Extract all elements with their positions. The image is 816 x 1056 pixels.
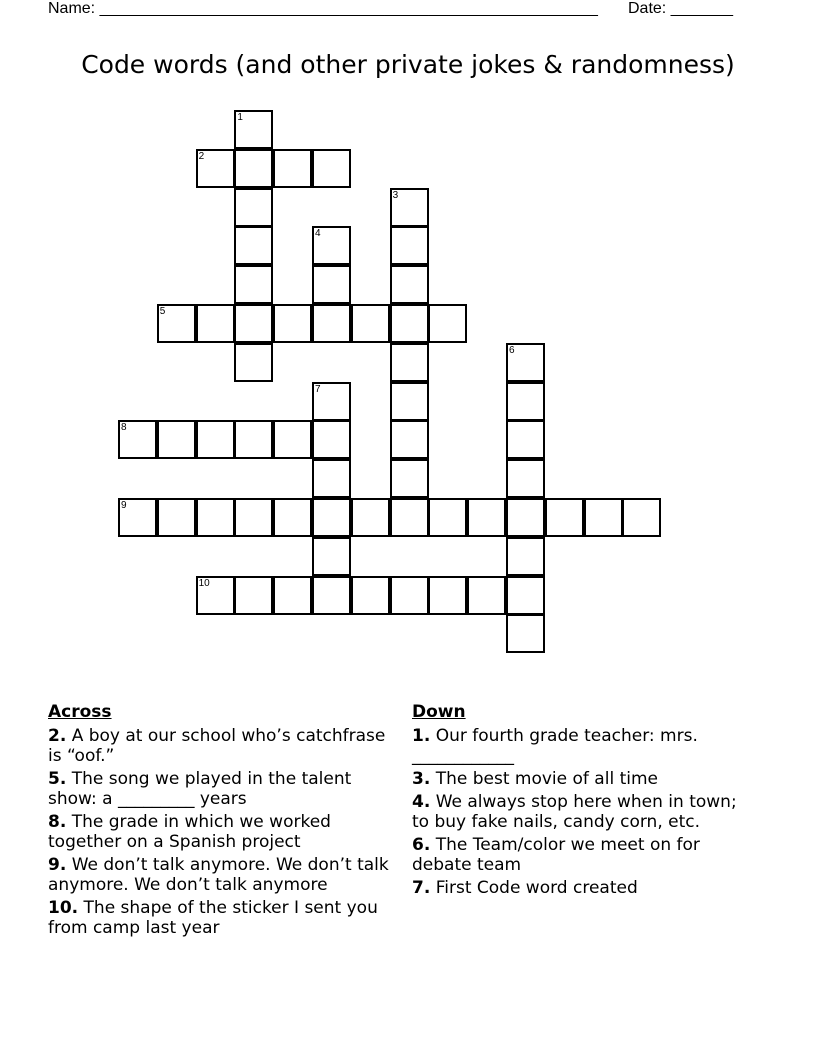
grid-cell[interactable] [234,188,273,227]
grid-cell[interactable] [390,265,429,304]
down-clues [412,702,757,901]
cell-number: 9 [121,500,127,511]
grid-cell[interactable] [390,343,429,382]
clue-text: The shape of the sticker I sent you from camp last year [48,898,378,938]
grid-cell[interactable] [312,265,351,304]
clue-text: We always stop here when in town; to buy fake nails, candy corn, etc. [412,792,737,832]
grid-cell[interactable] [622,498,661,537]
grid-cell[interactable] [273,498,312,537]
grid-cell[interactable] [118,420,157,459]
grid-cell[interactable] [234,420,273,459]
name-field[interactable]: Name: ________________________________________________________ [48,0,598,17]
cell-number: 6 [509,344,515,356]
cell-number: 1 [237,112,243,123]
grid-cell[interactable] [234,265,273,304]
clue-across-2 [48,726,398,766]
grid-cell[interactable] [273,420,312,459]
grid-cell[interactable] [157,498,196,537]
grid-cell[interactable] [506,498,545,537]
clue-across-9 [48,855,398,895]
grid-cell[interactable] [234,149,273,188]
clue-text: The grade in which we worked together on a Spanish project [48,812,331,852]
grid-cell[interactable] [390,498,429,537]
grid-cell[interactable] [312,226,351,265]
grid-cell[interactable] [196,304,235,343]
grid-cell[interactable] [312,420,351,459]
grid-cell[interactable] [196,149,235,188]
grid-cell[interactable] [312,537,351,576]
grid-cell[interactable] [118,498,157,537]
grid-cell[interactable] [351,498,390,537]
grid-cell[interactable] [390,576,429,615]
worksheet-header [48,0,748,22]
grid-cell[interactable] [234,226,273,265]
grid-cell[interactable] [351,304,390,343]
date-field[interactable]: Date: _______ [628,0,733,17]
clue-number: 7. [412,878,431,898]
grid-cell[interactable] [312,382,351,421]
grid-cell[interactable] [196,498,235,537]
grid-cell[interactable] [351,576,390,615]
grid-cell[interactable] [234,304,273,343]
grid-cell[interactable] [506,343,545,382]
crossword-grid [118,110,663,655]
clue-text: The Team/color we meet on for debate team [412,835,700,875]
cell-number: 5 [159,306,166,317]
clue-across-5 [48,769,398,809]
clue-down-1 [412,726,757,766]
grid-cell[interactable] [312,149,351,188]
grid-cell[interactable] [273,149,312,188]
grid-cell[interactable] [234,110,273,149]
grid-cell[interactable] [196,576,235,615]
clue-down-6 [412,835,757,875]
grid-cell[interactable] [584,498,623,537]
clue-number: 9. [48,855,67,875]
grid-cell[interactable] [506,420,545,459]
clue-number: 5. [48,769,67,789]
cell-number: 2 [198,150,205,162]
grid-cell[interactable] [390,304,429,343]
clue-down-4 [412,792,757,832]
grid-cell[interactable] [506,614,545,653]
grid-cell[interactable] [196,420,235,459]
across-heading: Across [48,702,112,722]
puzzle-title: Code words (and other private jokes & randomness) [81,50,735,79]
clue-number: 10. [48,898,79,918]
grid-cell[interactable] [506,537,545,576]
clue-number: 1. [412,726,431,746]
clue-text: Our fourth grade teacher: mrs. ____________ [412,726,698,766]
clue-number: 6. [412,835,431,855]
grid-cell[interactable] [390,226,429,265]
clue-number: 2. [48,726,67,746]
across-clues [48,702,398,941]
clue-number: 3. [412,769,431,789]
grid-cell[interactable] [157,420,196,459]
grid-cell[interactable] [390,188,429,227]
grid-cell[interactable] [506,382,545,421]
grid-cell[interactable] [312,459,351,498]
grid-cell[interactable] [428,304,467,343]
grid-cell[interactable] [506,576,545,615]
grid-cell[interactable] [234,498,273,537]
clue-text: The song we played in the talent show: a _________ years [48,769,352,809]
grid-cell[interactable] [545,498,584,537]
cell-number: 4 [315,228,321,240]
cell-number: 10 [198,577,210,589]
down-heading: Down [412,702,466,722]
grid-cell[interactable] [312,304,351,343]
cell-number: 7 [315,383,321,395]
grid-cell[interactable] [467,498,506,537]
clue-down-7 [412,878,757,898]
clue-number: 8. [48,812,67,832]
clue-down-3 [412,769,757,789]
grid-cell[interactable] [234,343,273,382]
grid-cell[interactable] [428,576,467,615]
grid-cell[interactable] [157,304,196,343]
grid-cell[interactable] [390,420,429,459]
grid-cell[interactable] [506,459,545,498]
clue-across-8 [48,812,398,852]
grid-cell[interactable] [234,576,273,615]
grid-cell[interactable] [390,382,429,421]
grid-cell[interactable] [390,459,429,498]
clue-text: First Code word created [435,878,638,898]
clue-across-10 [48,898,398,938]
grid-cell[interactable] [312,498,351,537]
grid-cell[interactable] [273,576,312,615]
cell-number: 8 [121,422,127,434]
grid-cell[interactable] [273,304,312,343]
grid-cell[interactable] [428,498,467,537]
grid-cell[interactable] [312,576,351,615]
clue-number: 4. [412,792,431,812]
grid-cell[interactable] [467,576,506,615]
clue-text: A boy at our school who’s catchfrase is “oof.” [48,726,386,766]
clue-text: The best movie of all time [435,769,658,789]
clue-text: We don’t talk anymore. We don’t talk anymore. We don’t talk anymore [48,855,389,895]
cell-number: 3 [392,189,399,201]
